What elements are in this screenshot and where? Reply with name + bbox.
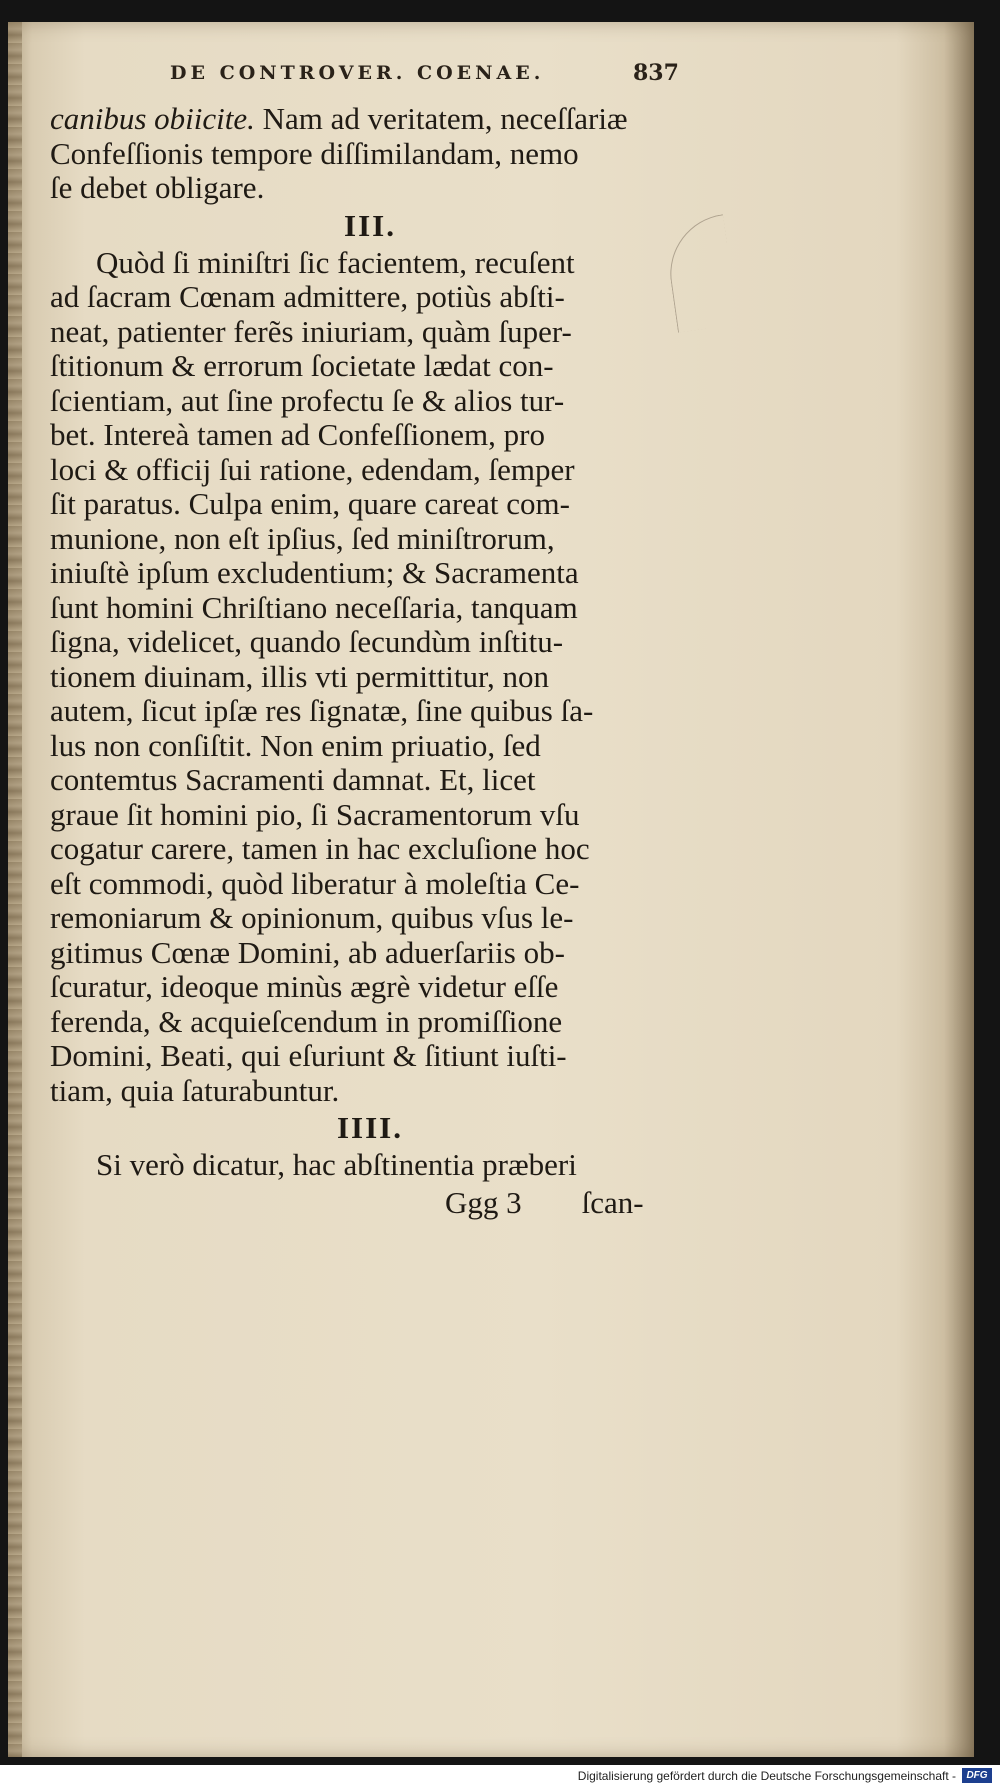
signature-mark: Ggg 3 xyxy=(445,1184,522,1220)
text-line: ad ſacram Cœnam admittere, potiùs abſti- xyxy=(50,279,565,314)
text-line: ſcientiam, aut ſine profectu ſe & alios tur- xyxy=(50,382,565,418)
text-line: ſunt homini Chriſtiano neceſſaria, tanquam xyxy=(50,589,578,625)
text-line: munione, non eſt ipſius, ſed miniſtrorum, xyxy=(50,520,555,556)
text-line: remoniarum & opinionum, quibus vſus le- xyxy=(50,900,574,935)
text-line: ferenda, & acquieſcendum in promiſſione xyxy=(50,1003,563,1039)
text-line: loci & officij ſui ratione, edendam, ſemper xyxy=(50,451,575,487)
text-line: cogatur carere, tamen in hac excluſione hoc xyxy=(50,831,590,866)
section-heading: III. xyxy=(344,207,396,243)
text-line: gitimus Cœnæ Domini, ab aduerſariis ob- xyxy=(50,934,565,970)
text-line: ſigna, videlicet, quando ſecundùm inſtitu- xyxy=(50,624,564,659)
text-line: ſtitionum & errorum ſocietate lædat con- xyxy=(50,348,554,383)
page-number: 837 xyxy=(633,60,679,86)
text-line: lus non conſiſtit. Non enim priuatio, ſed xyxy=(50,727,541,763)
text-line xyxy=(50,102,690,137)
text-line: Si verò dicatur, hac abſtinentia præberi xyxy=(96,1147,577,1182)
text-line: ſe debet obligare. xyxy=(50,170,265,205)
running-head: DE CONTROVER. COENAE. xyxy=(170,62,545,84)
section-heading: IIII. xyxy=(336,1110,403,1145)
text-line: bet. Intereà tamen ad Confeſſionem, pro xyxy=(50,417,545,452)
text-line-italic-start: canibus obiicite. xyxy=(50,101,255,136)
body-text xyxy=(50,102,690,1223)
text-line: contemtus Sacramenti damnat. Et, licet xyxy=(50,762,536,797)
paragraph xyxy=(50,1148,690,1183)
text-line: autem, ſicut ipſæ res ſignatæ, ſine quibus ſa- xyxy=(50,693,594,728)
text-line: graue ſit homini pio, ſi Sacramentorum vſu xyxy=(50,796,580,832)
text-line: eſt commodi, quòd liberatur à moleſtia Ce- xyxy=(50,865,580,901)
text-line: ſit paratus. Culpa enim, quare careat com- xyxy=(50,486,570,521)
paragraph xyxy=(50,246,690,1109)
page-gutter-edge xyxy=(8,22,22,1757)
footer-bar xyxy=(0,1765,1000,1788)
dfg-logo-icon: DFG xyxy=(962,1768,992,1783)
text-line: neat, patienter ferẽs iniuriam, quàm ſuper- xyxy=(50,313,572,349)
page-outer-edge-shadow xyxy=(944,22,974,1757)
text-line-rest: Nam ad veritatem, neceſſariæ xyxy=(254,101,628,136)
text-line: Domini, Beati, qui eſuriunt & ſitiunt iuſti- xyxy=(50,1038,567,1073)
text-line: tiam, quia ſaturabuntur. xyxy=(50,1072,340,1108)
funding-credit: Digitalisierung gefördert durch die Deutsche Forschungsgemeinschaft - xyxy=(577,1769,956,1783)
signature-catchword-line xyxy=(50,1183,690,1223)
text-line: iniuſtè ipſum excludentium; & Sacramenta xyxy=(50,555,579,590)
text-line: Confeſſionis tempore diſſimilandam, nemo xyxy=(50,135,579,171)
text-line: tionem diuinam, illis vti permittitur, non xyxy=(50,658,550,694)
text-line: ſcuratur, ideoque minùs ægrè videtur eſſe xyxy=(50,969,559,1004)
catchword: ſcan- xyxy=(581,1184,644,1220)
text-line: Quòd ſi miniſtri ſic facientem, recuſent xyxy=(96,244,575,280)
